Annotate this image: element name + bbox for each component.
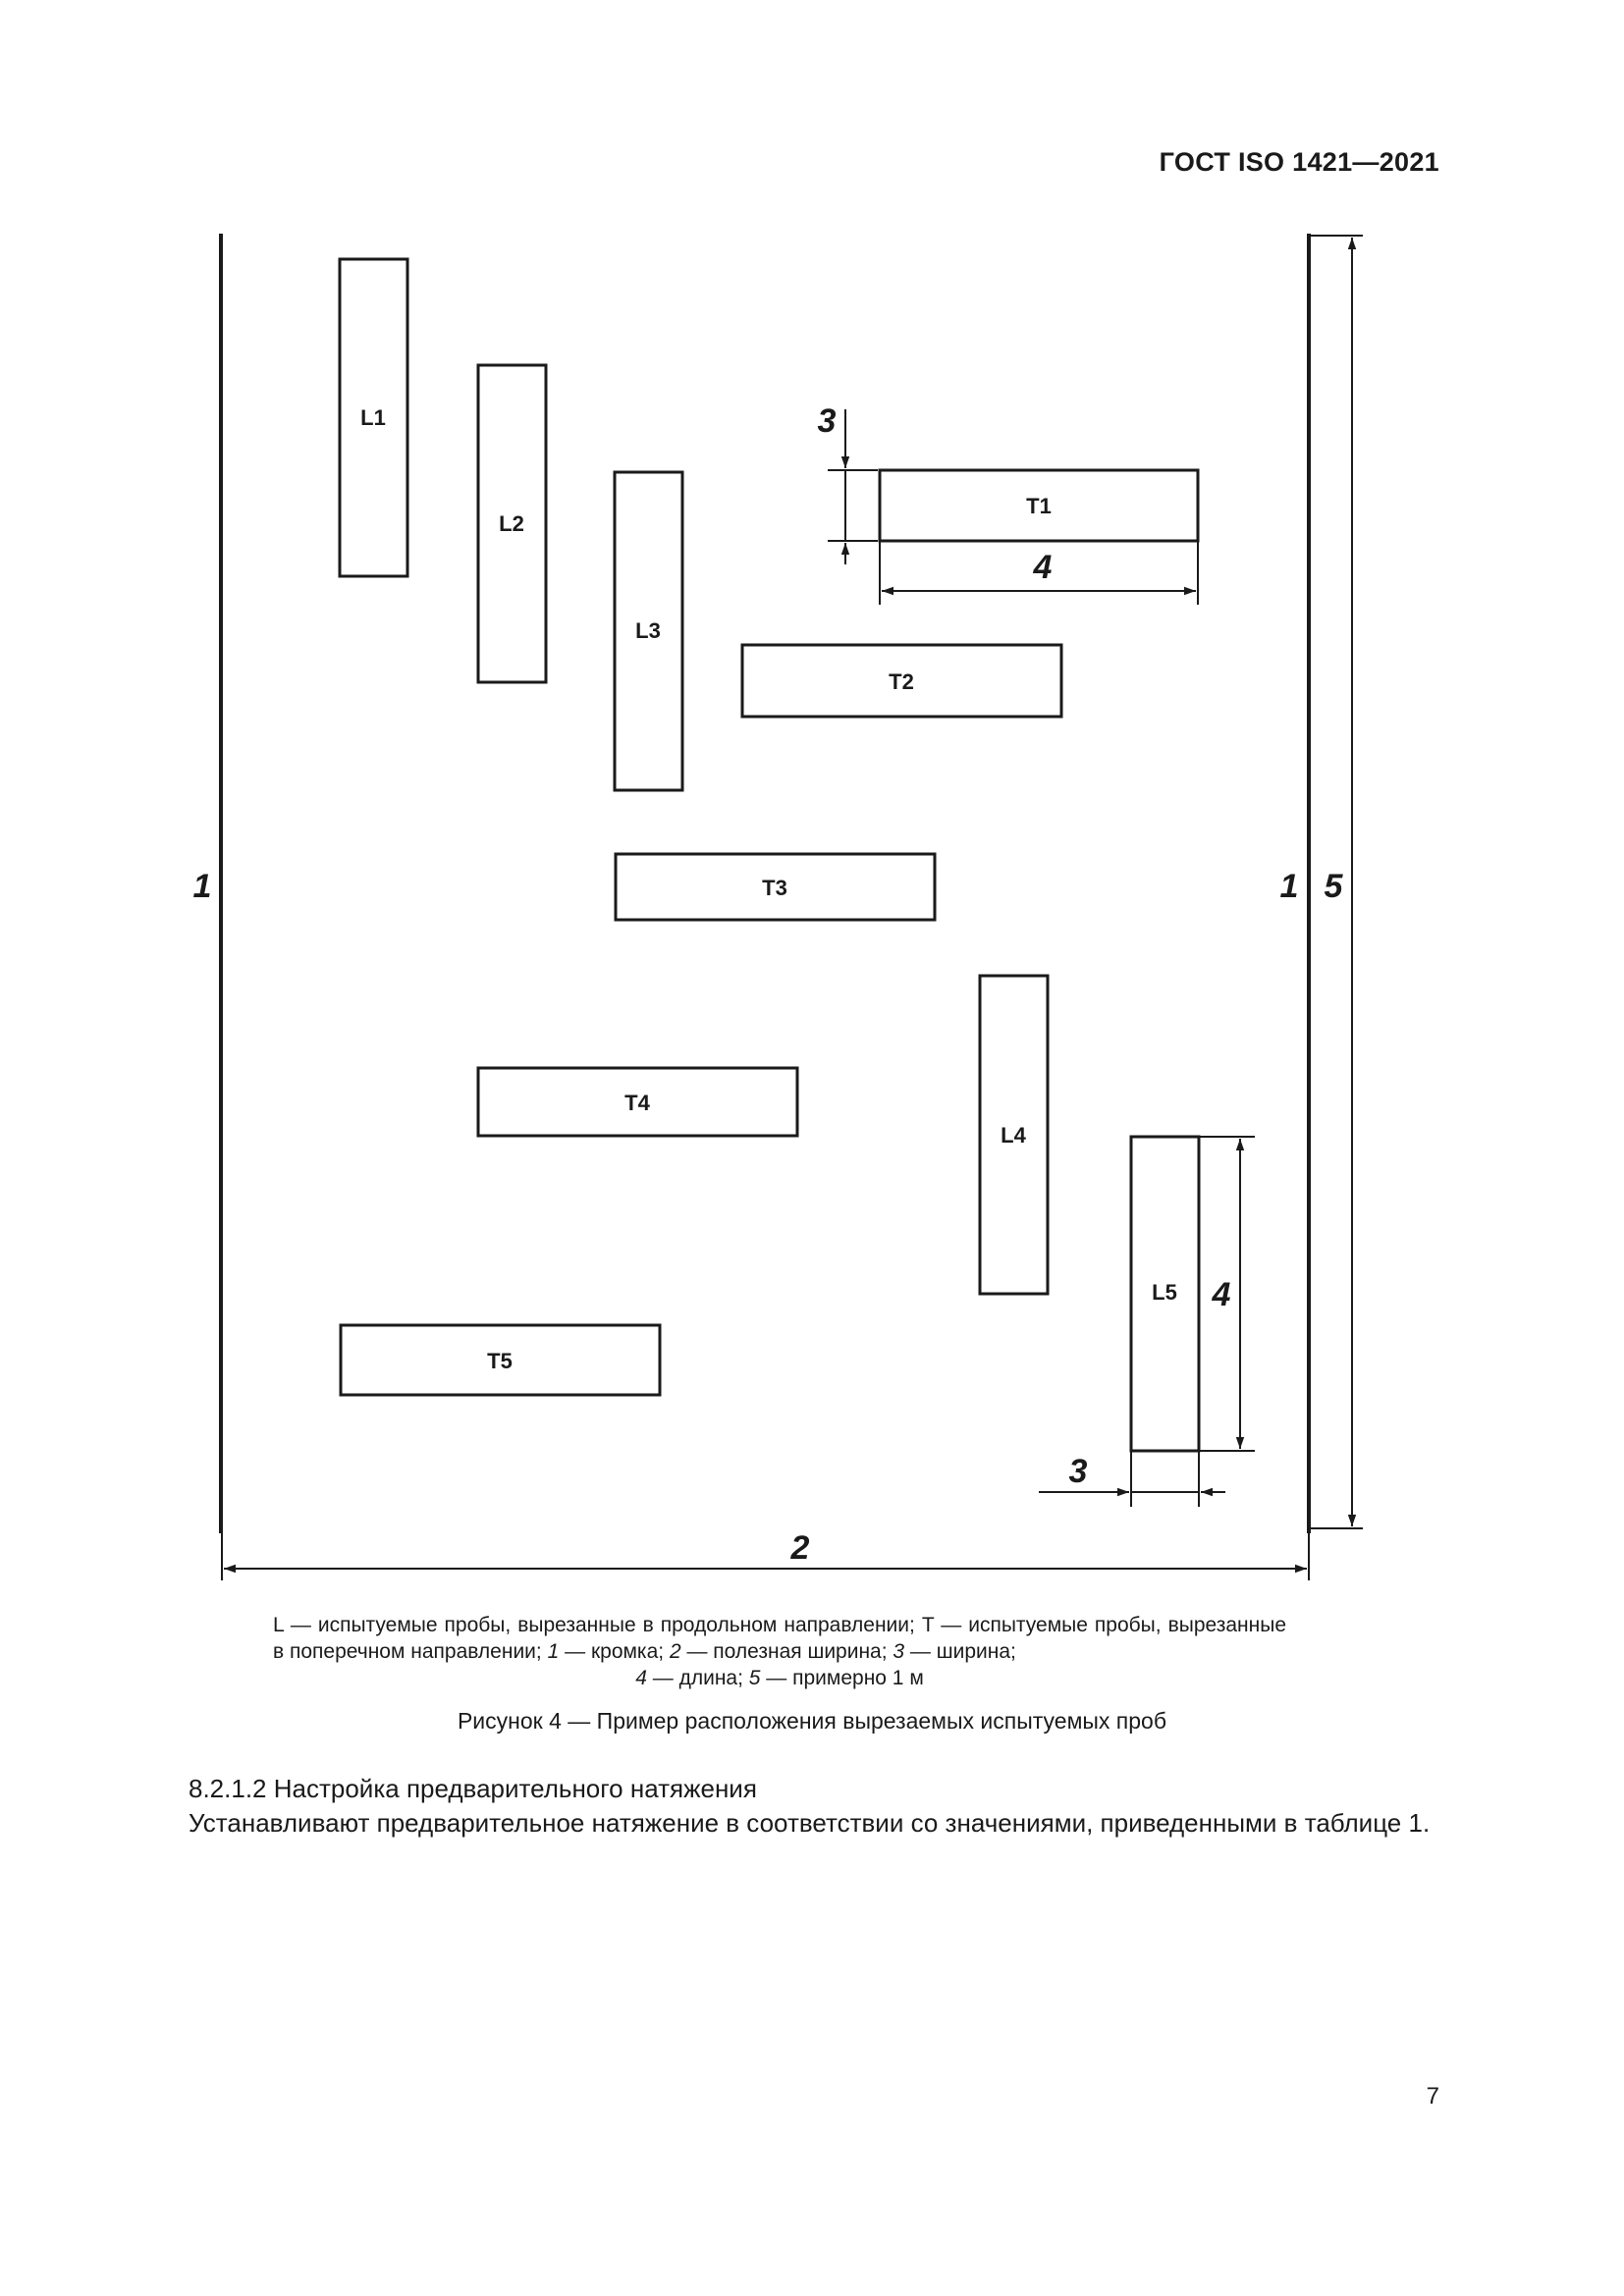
sample-label-L5: L5 (1152, 1280, 1177, 1305)
legend-key-2: 2 (669, 1640, 681, 1663)
legend-text: — кромка; (559, 1640, 670, 1663)
sample-label-T3: T3 (762, 876, 787, 900)
document-header: ГОСТ ISO 1421—2021 (1159, 147, 1439, 177)
sample-label-L3: L3 (635, 618, 661, 643)
legend-text: — длина; (646, 1667, 749, 1689)
dimension-usable-width (222, 1533, 1309, 1580)
callout-approx-1m: 5 (1324, 868, 1343, 905)
legend-text: L — испытуемые пробы, вырезанные в продольном направлении; T — испытуемые пробы, вырезанные в поперечном направлении; (273, 1614, 1286, 1663)
legend-key-5: 5 (748, 1667, 761, 1689)
callout-length-T1: 4 (1033, 549, 1053, 586)
callout-usable-width: 2 (790, 1529, 810, 1567)
legend-key-3: 3 (893, 1640, 905, 1663)
callout-width-T1: 3 (817, 402, 837, 440)
figure-legend (273, 1612, 1286, 1691)
sample-label-T5: T5 (487, 1349, 513, 1373)
sample-label-L2: L2 (499, 511, 524, 536)
sample-label-L4: L4 (1001, 1123, 1026, 1148)
legend-text: — примерно 1 м (760, 1667, 924, 1689)
body-paragraph: Устанавливают предварительное натяжение в соответствии со значениями, приведенными в таблице 1. (189, 1808, 1431, 1838)
sample-label-T2: T2 (889, 669, 914, 694)
page-number: 7 (1426, 2083, 1439, 2109)
legend-key-4: 4 (635, 1667, 647, 1689)
callout-width-L5: 3 (1068, 1453, 1088, 1490)
figure-caption: Рисунок 4 — Пример расположения вырезаемых испытуемых проб (457, 1708, 1167, 1734)
legend-text: — полезная ширина; (680, 1640, 893, 1663)
sample-label-T4: T4 (624, 1091, 650, 1115)
callout-edge-left: 1 (192, 868, 212, 905)
callout-edge-right: 1 (1279, 868, 1299, 905)
legend-key-1: 1 (547, 1640, 560, 1663)
clause-heading: 8.2.1.2 Настройка предварительного натяжения (189, 1774, 757, 1803)
callout-length-L5: 4 (1212, 1276, 1231, 1313)
sample-label-T1: T1 (1026, 494, 1052, 518)
dimension-width-L5 (1039, 1451, 1225, 1507)
sample-label-L1: L1 (360, 405, 386, 430)
legend-last-line (273, 1665, 1286, 1691)
legend-text: — ширина; (904, 1640, 1016, 1663)
